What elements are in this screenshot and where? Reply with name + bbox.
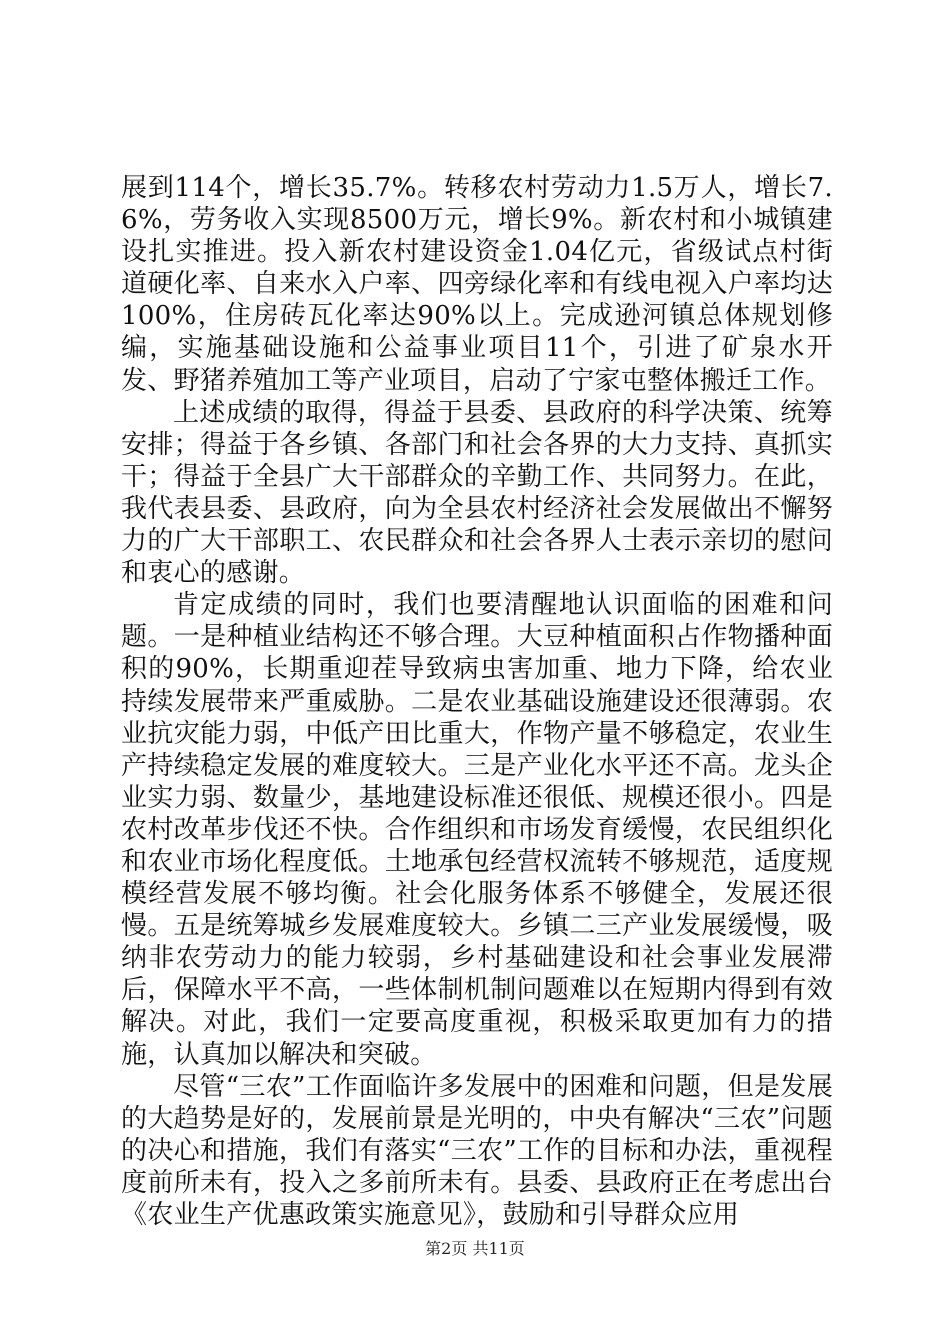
paragraph-outlook: 尽管“三农”工作面临许多发展中的困难和问题，但是发展的大趋势是好的，发展前景是光明的，中央有解决“三农”问题的决心和措施，我们有落实“三农”工作的目标和办法，重视程度前所未有，投入之多前所未有。县委、县政府正在考虑出台《农业生产优惠政策实施意见》，鼓励和引导群众应用 xyxy=(121,1071,833,1230)
paragraph-achievements-credit: 上述成绩的取得，得益于县委、县政府的科学决策、统筹安排；得益于各乡镇、各部门和社会各界的大力支持、真抓实干；得益于全县广大干部群众的辛勤工作、共同努力。在此，我代表县委、县政府，向为全县农村经济社会发展做出不懈努力的广大干部职工、农民群众和社会各界人士表示亲切的慰问和衷心的感谢。 xyxy=(121,397,833,589)
page-footer: 第2页 共11页 xyxy=(425,1239,525,1258)
paragraph-continued: 展到114个，增长35.7%。转移农村劳动力1.5万人，增长7.6%，劳务收入实现8500万元，增长9%。新农村和小城镇建设扎实推进。投入新农村建设资金1.04亿元，省级试点村街道硬化率、自来水入户率、四旁绿化率和有线电视入户率均达100%，住房砖瓦化率达90%以上。完成逊河镇总体规划修编，实施基础设施和公益事业项目11个，引进了矿泉水开发、野猪养殖加工等产业项目，启动了宁家屯整体搬迁工作。 xyxy=(121,173,833,396)
paragraph-problems: 肯定成绩的同时，我们也要清醒地认识面临的困难和问题。一是种植业结构还不够合理。大豆种植面积占作物播种面积的90%，长期重迎茬导致病虫害加重、地力下降，给农业持续发展带来严重威胁。二是农业基础设施建设还很薄弱。农业抗灾能力弱，中低产田比重大，作物产量不够稳定，农业生产持续稳定发展的难度较大。三是产业化水平还不高。龙头企业实力弱、数量少，基地建设标准还很低、规模还很小。四是农村改革步伐还不快。合作组织和市场发育缓慢，农民组织化和农业市场化程度低。土地承包经营权流转不够规范，适度规模经营发展不够均衡。社会化服务体系不够健全，发展还很慢。五是统筹城乡发展难度较大。乡镇二三产业发展缓慢，吸纳非农劳动力的能力较弱，乡村基础建设和社会事业发展滞后，保障水平不高，一些体制机制问题难以在短期内得到有效解决。对此，我们一定要高度重视，积极采取更加有力的措施，认真加以解决和突破。 xyxy=(121,590,833,1070)
document-body xyxy=(121,172,833,1231)
